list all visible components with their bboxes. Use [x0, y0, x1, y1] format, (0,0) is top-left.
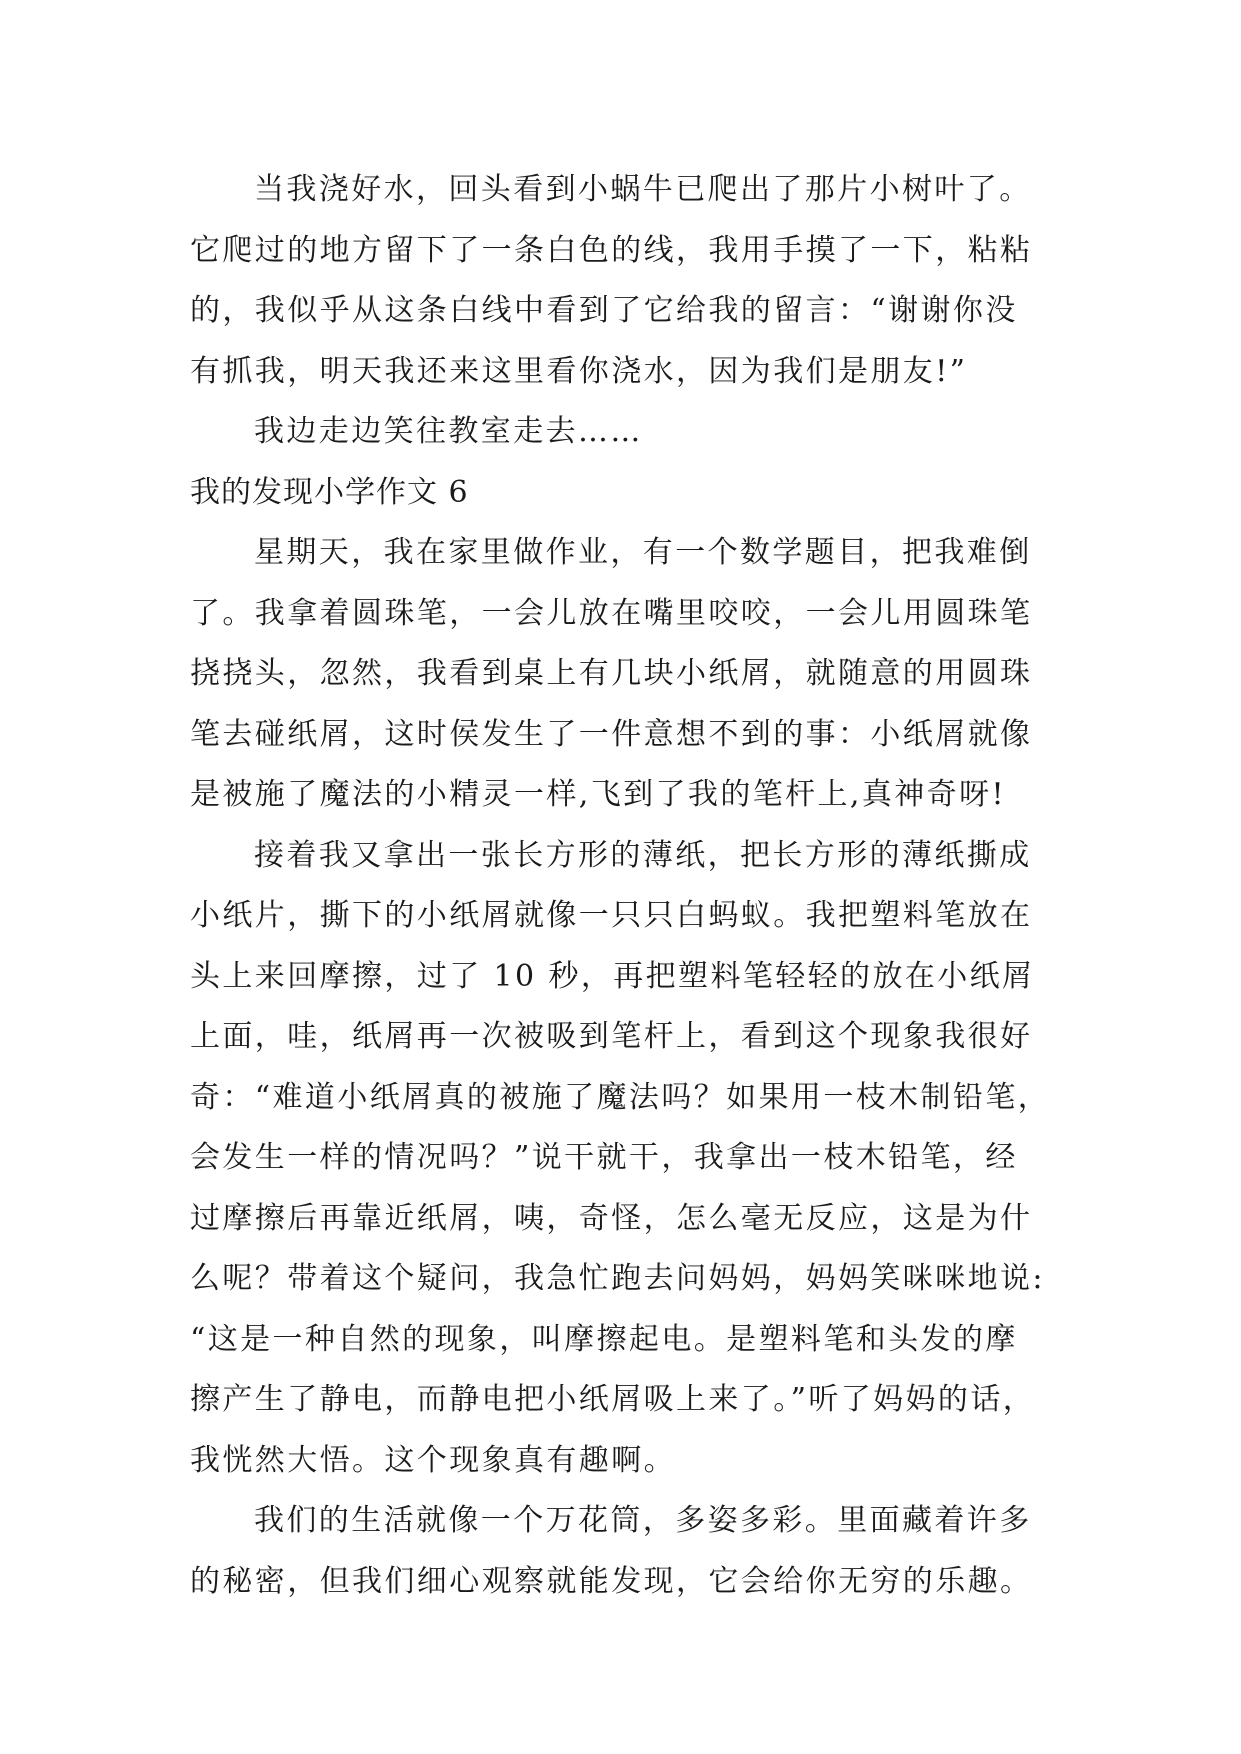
text-line: 当我浇好水，回头看到小蜗牛已爬出了那片小树叶了。 [254, 172, 1032, 207]
text-line: “这是一种自然的现象，叫摩擦起电。是塑料笔和头发的摩 [190, 1321, 1018, 1357]
text-line: 我边走边笑往教室走去…… [254, 414, 643, 449]
text-line: 擦产生了静电，而静电把小纸屑吸上来了。”听了妈妈的话， [190, 1382, 1036, 1417]
text-line: 上面，哇，纸屑再一次被吸到笔杆上，看到这个现象我很好 [190, 1019, 1033, 1054]
text-line: 有抓我，明天我还来这里看你浇水，因为我们是朋友!” [190, 353, 968, 389]
section-heading: 我的发现小学作文 6 [190, 474, 469, 510]
text-line: 我们的生活就像一个万花筒，多姿多彩。里面藏着许多 [254, 1503, 1032, 1538]
text-line: 小纸片，撕下的小纸屑就像一只只白蚂蚁。我把塑料笔放在 [190, 898, 1033, 933]
text-line: 奇：“难道小纸屑真的被施了魔法吗？如果用一枝木制铅笔， [190, 1079, 1051, 1115]
text-line: 了。我拿着圆珠笔，一会儿放在嘴里咬咬，一会儿用圆珠笔 [190, 595, 1033, 631]
text-line: 接着我又拿出一张长方形的薄纸，把长方形的薄纸撕成 [254, 837, 1032, 873]
document-body [190, 160, 1090, 1612]
text-line: 的秘密，但我们细心观察就能发现，它会给你无穷的乐趣。 [190, 1563, 1033, 1599]
text-line: 笔去碰纸屑，这时侯发生了一件意想不到的事：小纸屑就像 [190, 716, 1033, 752]
text-line: 过摩擦后再靠近纸屑，咦，奇怪，怎么毫无反应，这是为什 [190, 1200, 1033, 1236]
text-line: 么呢？带着这个疑问，我急忙跑去问妈妈，妈妈笑咪咪地说: [190, 1261, 1045, 1296]
text-line: 的，我似乎从这条白线中看到了它给我的留言：“谢谢你没 [190, 293, 1018, 328]
text-line: 会发生一样的情况吗？”说干就干，我拿出一枝木铅笔，经 [190, 1140, 1018, 1175]
text-line: 是被施了魔法的小精灵一样,飞到了我的笔杆上,真神奇呀! [190, 777, 1006, 812]
text-line: 星期天，我在家里做作业，有一个数学题目，把我难倒 [254, 535, 1032, 570]
text-line: 头上来回摩擦，过了 10 秒，再把塑料笔轻轻的放在小纸屑 [190, 958, 1035, 994]
text-line: 我恍然大悟。这个现象真有趣啊。 [190, 1442, 676, 1478]
text-line: 挠挠头，忽然，我看到桌上有几块小纸屑，就随意的用圆珠 [190, 656, 1033, 691]
text-line: 它爬过的地方留下了一条白色的线，我用手摸了一下，粘粘 [190, 232, 1033, 268]
